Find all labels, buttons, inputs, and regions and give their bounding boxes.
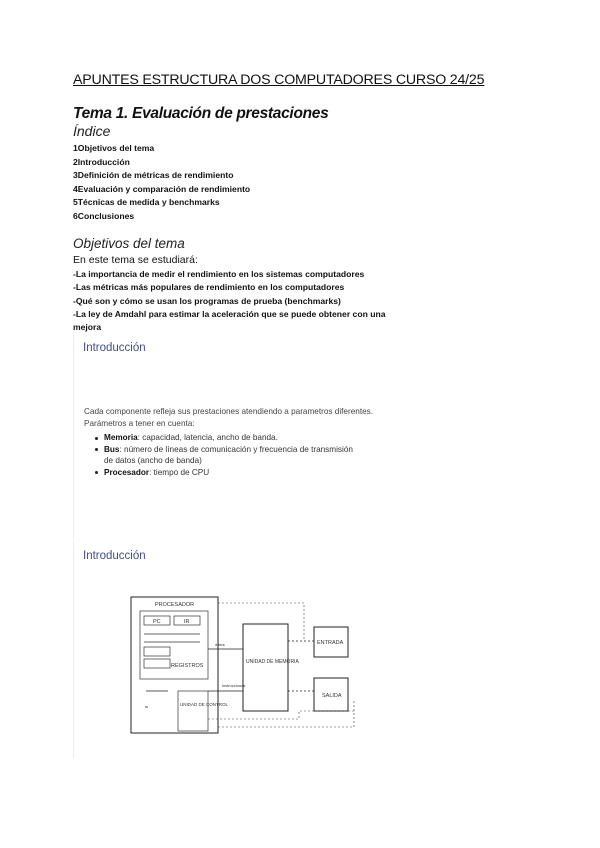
- slide-title: Introducción: [83, 550, 146, 562]
- instr-arrow-label: instrucciones: [222, 683, 246, 688]
- slide-bullet: [94, 444, 364, 467]
- index-item: [73, 169, 250, 183]
- objective-item: -La importancia de medir el rendimiento en los sistemas computadores: [73, 269, 365, 279]
- objective-item: -La ley de Amdahl para estimar la aceleración que se puede obtener con una mejora: [73, 308, 386, 333]
- slide-introduction-diagram: [73, 541, 454, 758]
- page-header: APUNTES ESTRUCTURA DOS COMPUTADORES CURSO 24/25: [73, 72, 485, 88]
- index-label: Evaluación y comparación de rendimiento: [77, 183, 251, 194]
- control-line: [208, 711, 354, 719]
- bullet-term: Memoria: [104, 433, 138, 442]
- index-number: 5: [73, 197, 78, 207]
- control-unit-label: UNIDAD DE CONTROL: [180, 702, 229, 707]
- bullet-term: Bus: [104, 444, 120, 454]
- control-line: [218, 701, 354, 727]
- index-item: [73, 210, 250, 224]
- index-number: 6: [73, 210, 78, 221]
- control-unit-box: [178, 691, 208, 731]
- input-label: ENTRADA: [317, 640, 344, 646]
- bullet-desc: : tiempo de CPU: [149, 467, 210, 477]
- output-label: SALIDA: [322, 693, 342, 699]
- data-arrow-label: datos: [215, 642, 225, 647]
- index-number: 1: [73, 143, 78, 153]
- index-item: [73, 156, 250, 170]
- index-item: [73, 183, 250, 197]
- index-number: 2: [73, 156, 78, 167]
- bullet-desc: : capacidad, latencia, ancho de banda.: [137, 433, 278, 442]
- index-label: Técnicas de medida y benchmarks: [77, 197, 220, 207]
- computer-architecture-diagram: [74, 541, 454, 758]
- index-label: Conclusiones: [77, 210, 135, 221]
- registers-label: REGISTROS: [171, 663, 204, 669]
- topic-title: Tema 1. Evaluación de prestaciones: [73, 105, 329, 122]
- bullet-desc: : número de líneas de comunicación y frecuencia de transmisión de datos (ancho de banda): [104, 444, 353, 465]
- slide-bullet-list: [94, 432, 364, 478]
- index-heading: Índice: [73, 123, 111, 139]
- ir-label: IR: [184, 619, 190, 625]
- memory-label: UNIDAD DE MEMORIA: [246, 659, 299, 665]
- index-label: Definición de métricas de rendimiento: [77, 170, 234, 180]
- memory-box: [243, 624, 288, 711]
- objectives-list: [73, 268, 403, 334]
- index-item: [73, 142, 250, 156]
- processor-label: PROCESADOR: [155, 602, 195, 608]
- register-cell: [144, 659, 170, 668]
- index-item: [73, 196, 250, 210]
- objective-item: -Las métricas más populares de rendimiento en los computadores: [73, 282, 345, 293]
- bullet-term: Procesador: [104, 467, 150, 477]
- index-label: Objetivos del tema: [77, 143, 155, 153]
- control-line: [218, 603, 304, 641]
- objectives-intro: En este tema se estudiará:: [73, 254, 198, 266]
- index-number: 4: [73, 183, 78, 194]
- index-number: 3: [73, 170, 78, 180]
- objective-item: -Qué son y cómo se usan los programas de prueba (benchmarks): [73, 295, 341, 306]
- pc-label: PC: [153, 619, 161, 625]
- slide-bullet: [94, 467, 364, 479]
- index-list: [73, 142, 250, 223]
- slide-text: Cada componente refleja sus prestaciones atendiendo a parametros diferentes. Parámetros a tener en cuenta:: [84, 407, 374, 428]
- register-cell: [144, 647, 170, 656]
- slide-introduction-parameters: [73, 333, 454, 540]
- slide-title: Introducción: [83, 342, 146, 354]
- index-label: Introducción: [77, 156, 130, 167]
- slide-bullet: [94, 432, 364, 444]
- objectives-heading: Objetivos del tema: [73, 236, 185, 251]
